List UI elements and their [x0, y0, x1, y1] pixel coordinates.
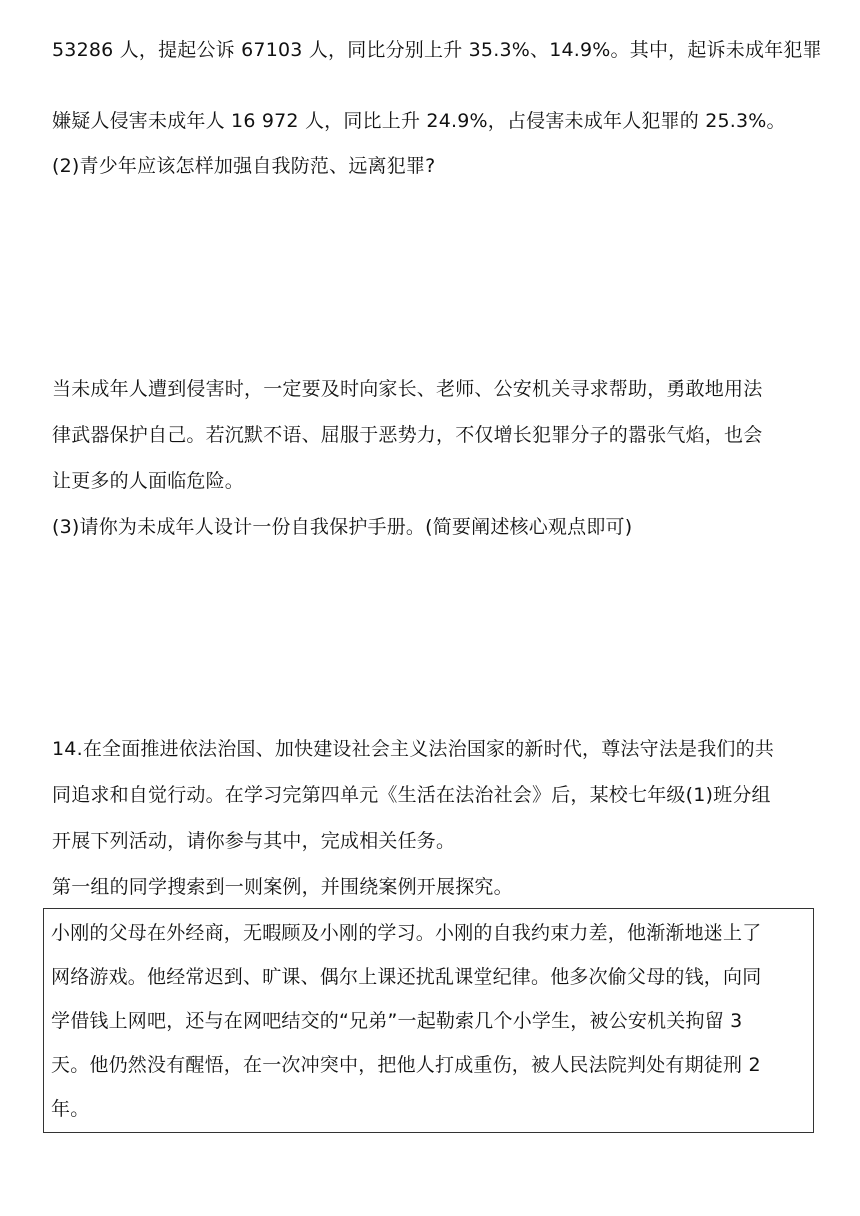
statistics-paragraph-line-1: 53286 人，提起公诉 67103 人，同比分别上升 35.3%、14.9%。其中，起诉未成年犯罪 — [52, 39, 822, 61]
question-14-line-3: 开展下列活动，请你参与其中，完成相关任务。 — [52, 830, 456, 852]
case-box — [43, 908, 814, 1133]
question-2: (2)青少年应该怎样加强自我防范、远离犯罪? — [52, 155, 436, 177]
protection-paragraph-line-2: 律武器保护自己。若沉默不语、屈服于恶势力，不仅增长犯罪分子的嚣张气焰，也会 — [52, 424, 763, 446]
protection-paragraph-line-1: 当未成年人遭到侵害时，一定要及时向家长、老师、公安机关寻求帮助，勇敢地用法 — [52, 378, 763, 400]
case-line-1: 小刚的父母在外经商，无暇顾及小刚的学习。小刚的自我约束力差，他渐渐地迷上了 — [51, 922, 762, 944]
case-line-2: 网络游戏。他经常迟到、旷课、偶尔上课还扰乱课堂纪律。他多次偷父母的钱，向同 — [51, 966, 762, 988]
case-line-3: 学借钱上网吧，还与在网吧结交的“兄弟”一起勒索几个小学生，被公安机关拘留 3 — [51, 1010, 743, 1032]
case-line-5: 年。 — [51, 1098, 90, 1120]
protection-paragraph-line-3: 让更多的人面临危险。 — [52, 470, 245, 492]
question-3: (3)请你为未成年人设计一份自我保护手册。(简要阐述核心观点即可) — [52, 516, 633, 538]
question-14-line-2: 同追求和自觉行动。在学习完第四单元《生活在法治社会》后，某校七年级(1)班分组 — [52, 784, 771, 806]
case-line-4: 天。他仍然没有醒悟，在一次冲突中，把他人打成重伤，被人民法院判处有期徒刑 2 — [51, 1054, 761, 1076]
group-one-intro: 第一组的同学搜索到一则案例，并围绕案例开展探究。 — [52, 876, 513, 898]
statistics-paragraph-line-2: 嫌疑人侵害未成年人 16 972 人，同比上升 24.9%，占侵害未成年人犯罪的 25.3%。 — [52, 110, 786, 132]
question-14-line-1: 14.在全面推进依法治国、加快建设社会主义法治国家的新时代，尊法守法是我们的共 — [52, 738, 775, 760]
